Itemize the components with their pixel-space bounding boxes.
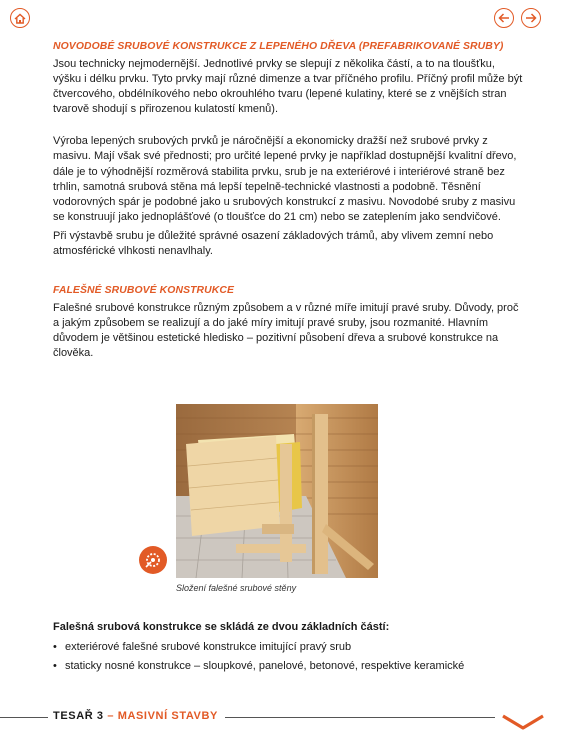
- parts-title: Falešná srubová konstrukce se skládá ze dvou základních částí:: [53, 621, 390, 633]
- footer-divider: [225, 717, 495, 718]
- back-button[interactable]: [494, 8, 514, 28]
- main-content: [53, 40, 523, 362]
- parts-list: [53, 640, 523, 678]
- menu-toggle-button[interactable]: [500, 713, 546, 736]
- section-heading-glued-wood: NOVODOBÉ SRUBOVÉ KONSTRUKCE Z LEPENÉHO DŘEVA (PREFABRIKOVANÉ SRUBY): [53, 41, 504, 52]
- paragraph: Při výstavbě srubu je důležité správné osazení základových trámů, aby vlivem zemní nebo atmosférické vlhkosti nenavlhaly.: [53, 229, 494, 258]
- paragraph: Falešné srubové konstrukce různým způsobem a v různé míře imitují pravé sruby. Důvody, proč a jakým způsobem se realizují a do jaké míry imitují pravé sruby, jsou rozmanité. Hlavním důvodem je většinou estetické hledisko – pozitivní působení dřeva a srubové konstrukce na člověka.: [53, 302, 519, 360]
- footer-label: [53, 710, 218, 722]
- footer-section: MASIVNÍ STAVBY: [117, 710, 218, 722]
- footer-dash: –: [107, 710, 115, 722]
- forward-button[interactable]: [521, 8, 541, 28]
- paragraph: Jsou technicky nejmodernější. Jednotlivé prvky se slepují z několika částí, a to na tloušťku, výšku i délku prvku. Tyto prvky mají různé dimenze a tvar příčného profilu. Příčný profil může být čtvercového, obdélníkového nebo okrouhlého tvaru (lepené kulatiny, které se z vnějších stran tvarově shodují s přirozenou kulatostí kmenů).: [53, 58, 523, 116]
- section-heading-fake-log: FALEŠNÉ SRUBOVÉ KONSTRUKCE: [53, 285, 234, 297]
- wall-composition-photo: [176, 404, 378, 578]
- arrow-right-icon: [525, 13, 537, 23]
- paragraph: Výroba lepených srubových prvků je náročnější a ekonomicky dražší než srubové prvky z masivu. Mají však své přednosti; pro určité lepené prvky je například dostupnější kvalitní dřevo, dále je to výhodnější rozměrová stabilita prvku, srub je na exteriérové i interiérové straně bez trhlin, samotná srubová stěna má lepší tepelně-technické vlastnosti a podobně. Těsnění vodorovných spár je podobné jako u srubových konstrukcí z masivu. Novodobé sruby z masivu se konstruují jako jednoplášťové (o tloušťce do 21 cm) nebo se zateplením jako sendvičové.: [53, 135, 517, 223]
- saw-blade-badge: [139, 546, 167, 574]
- footer-series: TESAŘ 3: [53, 710, 104, 722]
- figure-caption: Složení falešné srubové stěny: [176, 583, 297, 593]
- chevron-down-icon: [500, 713, 546, 731]
- home-icon: [14, 13, 26, 24]
- footer-divider: [0, 717, 48, 718]
- saw-blade-icon: [143, 550, 163, 570]
- list-item: • exteriérové falešné srubové konstrukce imitující pravý srub: [53, 640, 523, 655]
- arrow-left-icon: [498, 13, 510, 23]
- list-item: • staticky nosné konstrukce – sloupkové, panelové, betonové, respektive keramické: [53, 659, 523, 674]
- home-button[interactable]: [10, 8, 30, 28]
- figure-image: [176, 404, 378, 578]
